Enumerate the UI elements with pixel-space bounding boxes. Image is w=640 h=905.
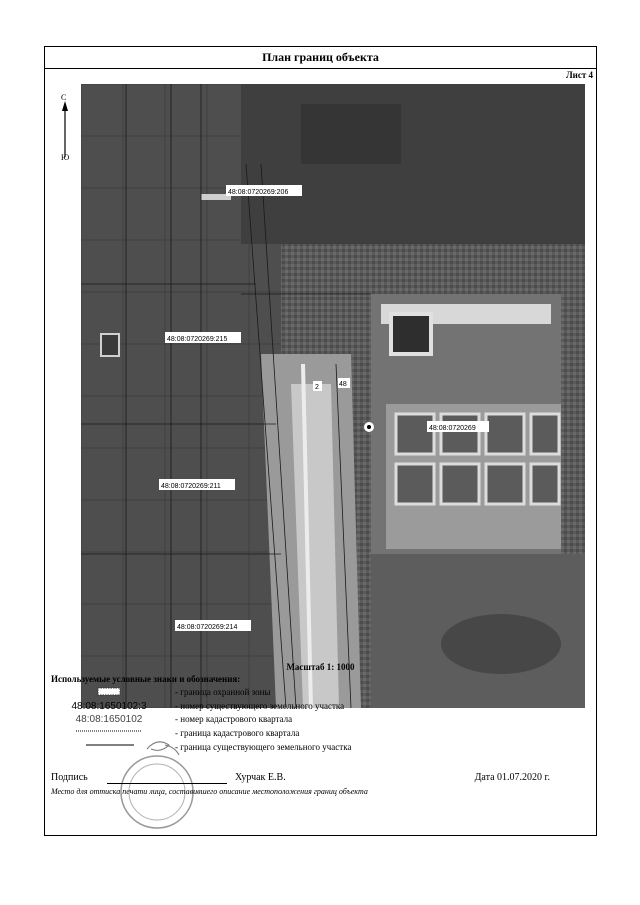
page-title: План границ объекта — [45, 47, 596, 69]
sheet-number: Лист 4 — [565, 70, 593, 80]
map-label-parcel-215: 48:08:0720269:215 — [167, 336, 228, 343]
protection-zone-swatch-icon — [97, 687, 121, 696]
compass-north-label: С — [61, 93, 67, 102]
legend-symbol: 48:08:1650102 — [75, 714, 143, 725]
legend-item-protection-zone — [45, 687, 596, 699]
signature-line — [107, 783, 227, 784]
signer-name: Хурчак Е.В. — [235, 772, 286, 783]
map-label-point-2: 2 — [315, 384, 319, 391]
map-label-parcel-211: 48:08:0720269:211 — [161, 483, 221, 490]
compass-south-label: Ю — [61, 153, 70, 162]
north-arrow — [57, 93, 77, 173]
signature-row — [51, 772, 590, 786]
map-label-quarter: 48:08:0720269 — [429, 425, 476, 432]
legend-description: - номер существующего земельного участка — [175, 701, 345, 711]
legend-description: - граница охранной зоны — [175, 687, 271, 697]
legend-description: - граница существующего земельного участка — [175, 742, 352, 752]
document-frame — [44, 46, 597, 836]
aerial-map-image — [81, 84, 585, 708]
legend-item-parcel-number — [45, 701, 596, 713]
legend-description: - граница кадастрового квартала — [175, 728, 300, 738]
legend-symbol: 48:08:1650102:3 — [71, 701, 147, 712]
map-label-point-48: 48 — [339, 381, 347, 388]
signature-date: Дата 01.07.2020 г. — [474, 772, 550, 783]
signature-label: Подпись — [51, 772, 88, 783]
stamp-place-note: Место для оттиска печати лица, составившего описание местоположения границ объекта — [51, 787, 368, 796]
legend-description: - номер кадастрового квартала — [175, 714, 293, 724]
map-label-parcel-214: 48:08:0720269:214 — [177, 624, 238, 631]
map-label-parcel-206: 48:08:0720269:206 — [228, 189, 289, 196]
aerial-map — [81, 84, 585, 708]
legend-title: Используемые условные знаки и обозначения: — [51, 674, 241, 684]
legend-symbol — [55, 687, 163, 698]
map-scale: Масштаб 1: 1000 — [286, 662, 355, 672]
legend-item-quarter-number — [45, 714, 596, 726]
